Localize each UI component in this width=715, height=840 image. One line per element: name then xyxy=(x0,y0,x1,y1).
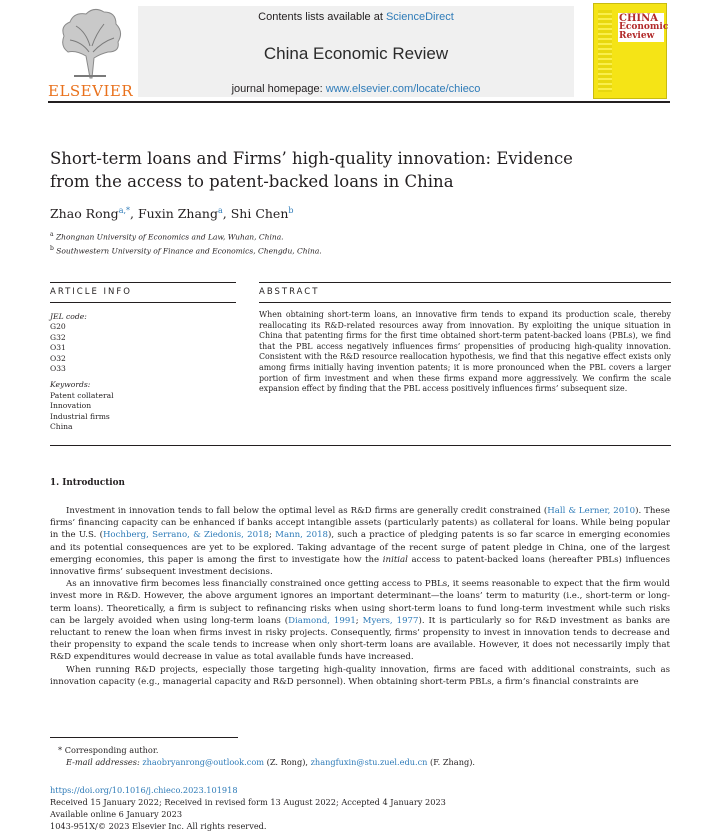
homepage-line xyxy=(138,83,574,95)
abstract-top-rule xyxy=(259,282,671,283)
copyright: 1043-951X/© 2023 Elsevier Inc. All rights reserved. xyxy=(50,821,267,831)
affiliation-marker: a xyxy=(50,231,54,238)
email-label: E-mail addresses: xyxy=(66,757,140,767)
paragraph-text: As an innovative firm becomes less financially constrained once getting access to PBLs, it seems reasonable to expect that the firm would invest more in R&D. However, the above argument ignores an important determinant—the loans’ term to maturity (i.e., short-term or long-term loans). Theoretically, a firm is subject to refinancing risks when using short-term loans to fund long-term investment while such risks can be largely avoided when using long-term loans ( xyxy=(50,579,670,626)
paragraph-text: ). It is particularly so for R&D investment as banks are reluctant to renew the loan when firms invest in risky projects. Consequently, firms’ propensity to invest in innovation tends to decrease and their propensity to expand the scale tends to increase when only short-term loans are available. However, it does not necessarily imply that R&D expenditures would decrease in value as total available funds have increased. xyxy=(50,615,670,663)
email-owner: (Z. Rong), xyxy=(266,757,308,767)
article-info xyxy=(50,312,220,432)
article-info-top-rule xyxy=(50,282,236,283)
cover-title-line: Review xyxy=(619,31,655,41)
history-dates: Received 15 January 2022; Received in revised form 13 August 2022; Accepted 4 January 2023 xyxy=(50,797,446,807)
email-addresses xyxy=(58,756,475,768)
paragraph-text: ), such a practice of pledging patents is so far scarce in emerging economies and its potential consequences are yet to be explored. Taking advantage of the recent surge of patent pledge in China, one of the largest emerging economies, this paper is among the first to investigate how the xyxy=(50,530,670,565)
jel-label: JEL code: xyxy=(50,312,87,321)
introduction-body xyxy=(50,505,670,688)
affiliation-text: Southwestern University of Finance and Economics, Chengdu, China. xyxy=(56,246,322,255)
email-link[interactable]: zhangfuxin@stu.zuel.edu.cn xyxy=(310,757,428,767)
journal-banner xyxy=(138,6,574,97)
email-owner: (F. Zhang). xyxy=(430,757,476,767)
introduction-paragraph xyxy=(50,578,670,663)
author-affiliation-marker[interactable]: a xyxy=(218,206,223,215)
introduction-paragraph xyxy=(50,505,670,578)
paragraph-text: ). These firms’ financing capacity can be enhanced if banks accept intangible assets (particularly patents) as collateral for loans. While being popular in the U.S. ( xyxy=(50,506,671,541)
corresponding-label: Corresponding author. xyxy=(64,745,159,755)
cover-title-line: Economic xyxy=(619,22,669,32)
abstract-bottom-rule xyxy=(50,445,671,446)
citation-link[interactable]: Diamond, 1991 xyxy=(288,615,356,626)
header-divider xyxy=(48,101,670,103)
keyword: Patent collateral xyxy=(50,390,114,400)
author-name[interactable]: Zhao Rong xyxy=(50,206,119,222)
jel-code: G20 xyxy=(50,322,66,332)
citation-link[interactable]: Hochberg, Serrano, & Ziedonis, 2018 xyxy=(102,530,270,541)
jel-code: O32 xyxy=(50,353,66,363)
author-list: Zhao Rong$^{a,*}$, Fuxin Zhang$^a$, Shi Chen$^b$ xyxy=(50,206,294,222)
jel-code: O33 xyxy=(50,364,66,374)
paragraph-text: initial xyxy=(382,554,408,565)
cover-title-line: CHINA xyxy=(619,13,658,24)
article-info-heading: ARTICLE INFO xyxy=(50,287,132,297)
journal-cover-thumbnail[interactable] xyxy=(593,3,667,99)
section-heading-introduction: 1. Introduction xyxy=(50,478,125,488)
paragraph-text: ; xyxy=(269,530,276,541)
contents-prefix: Contents lists available at xyxy=(258,11,386,23)
available-online: Available online 6 January 2023 xyxy=(50,809,183,819)
elsevier-logo[interactable] xyxy=(48,2,132,99)
keyword: China xyxy=(50,422,73,432)
corresponding-author-note xyxy=(58,744,475,756)
paragraph-text: Investment in innovation tends to fall below the optimal level as R&D firms are generally credit constrained ( xyxy=(66,506,548,516)
homepage-prefix: journal homepage: xyxy=(231,83,326,95)
footnote-rule xyxy=(50,737,238,738)
contents-line xyxy=(138,11,574,23)
author-affiliation-marker[interactable]: b xyxy=(288,206,294,215)
affiliation-marker: b xyxy=(50,244,54,252)
citation-link[interactable]: Myers, 1977 xyxy=(362,615,419,626)
keywords-label: Keywords: xyxy=(50,380,91,390)
introduction-paragraph xyxy=(50,664,670,688)
affiliation-item xyxy=(50,229,322,243)
author-affiliation-marker[interactable]: a,* xyxy=(118,206,130,215)
email-link[interactable]: zhaobryanrong@outlook.com xyxy=(142,757,265,767)
abstract-heading-rule xyxy=(259,302,671,303)
keyword: Industrial firms xyxy=(50,411,110,421)
journal-homepage-link[interactable]: www.elsevier.com/locate/chieco xyxy=(325,83,481,95)
citation-link[interactable]: Hall & Lerner, 2010 xyxy=(547,506,636,516)
jel-code: G32 xyxy=(50,332,66,342)
citation-link[interactable]: Mann, 2018 xyxy=(275,530,329,541)
sciencedirect-link[interactable]: ScienceDirect xyxy=(385,11,454,23)
paragraph-text: ; xyxy=(355,615,363,626)
article-title: Short-term loans and Firms’ high-quality innovation: Evidence from the access to patent-backed loans in China xyxy=(50,149,573,191)
publication-info xyxy=(50,784,446,832)
author-name[interactable]: Shi Chen xyxy=(230,206,289,222)
elsevier-wordmark: ELSEVIER xyxy=(48,82,134,100)
paragraph-text: access to patent-backed loans (hereafter PBLs) influences innovative firms’ subsequent investment decisions. xyxy=(50,554,670,578)
author-name[interactable]: Fuxin Zhang xyxy=(137,206,218,222)
cover-decoration xyxy=(598,10,612,92)
keyword: Innovation xyxy=(50,401,92,411)
footnotes xyxy=(58,744,475,768)
affiliations xyxy=(50,229,322,256)
elsevier-tree-icon xyxy=(56,6,124,80)
abstract-heading: ABSTRACT xyxy=(259,287,320,297)
doi-link[interactable]: https://doi.org/10.1016/j.chieco.2023.101918 xyxy=(50,785,238,795)
journal-header xyxy=(48,2,578,99)
article-info-heading-rule xyxy=(50,302,236,303)
jel-code: O31 xyxy=(50,343,66,353)
paragraph-text: When running R&D projects, especially those targeting high-quality innovation, firms are faced with additional constraints, such as innovation capacity (e.g., managerial capacity and R&D personnel). When obtaining short-term PBLs, a firm’s financial constraints are xyxy=(50,664,670,687)
cover-title xyxy=(618,13,669,42)
journal-title[interactable]: China Economic Review xyxy=(263,44,449,63)
footnote-marker: * xyxy=(58,745,63,755)
abstract-text: When obtaining short-term loans, an innovative firm tends to expand its production scale, thereby reallocating its R&D-related resources away from innovation. By exploiting the unique situation in China that patenting firms for the first time obtained short-term patent-backed loans (PBLs), we find that the PBL access negatively influences firms’ propensities of producing high-quality innovation. Consistent with the R&D resource reallocation hypothesis, we find that this negative effect exists only among firms initially having invention patents; it is more pronounced when the PBL covers a larger portion of firm investment and when these firms expand more aggressively. We confirm the scale expansion effect by finding that the PBL access positively influences firms’ subsequent size. xyxy=(259,310,671,394)
affiliation-item xyxy=(50,243,322,257)
affiliation-text: Zhongnan University of Economics and Law, Wuhan, China. xyxy=(55,232,284,242)
